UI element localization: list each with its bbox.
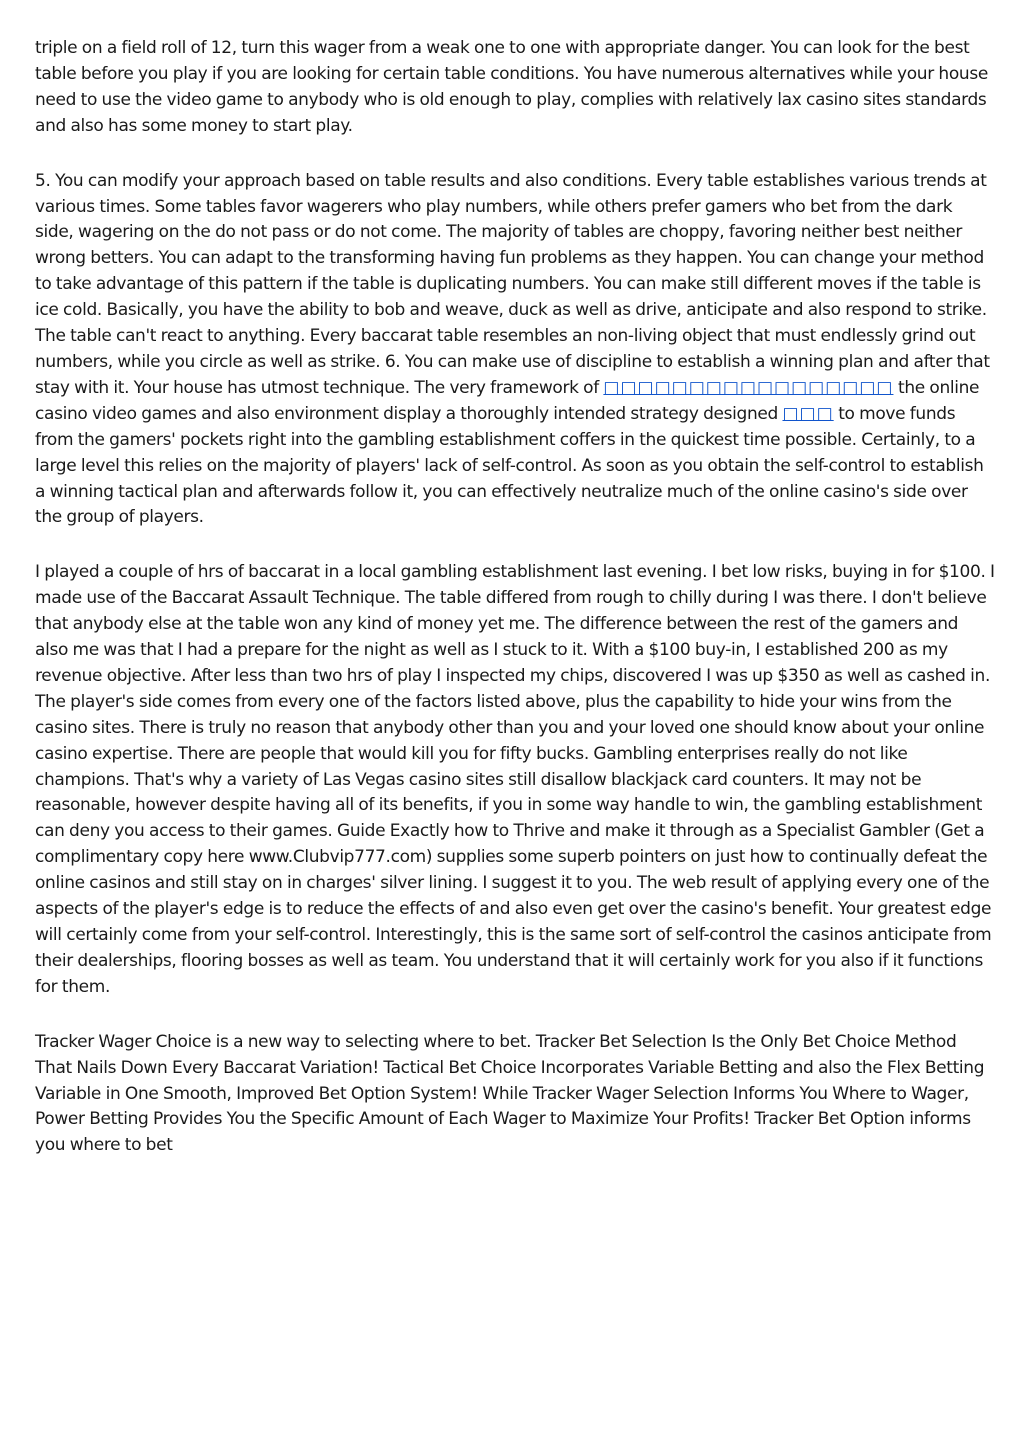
paragraph-2-text-middle: the online casino video games and also environment display a thoroughly intended strategy designed (35, 377, 980, 424)
inline-link-2[interactable]: □□□ (782, 403, 834, 424)
paragraph-2-text-start: 5. You can modify your approach based on table results and also conditions. Every table establishes various trends at various times. Some tables favor wagerers who play numbers, while others prefer gamers who bet from the dark side, wagering on the do not pass or do not come. The majority of tables are choppy, favoring neither best neither wrong betters. You can adapt to the transforming having fun problems as they happen. You can change your method to take advantage of this pattern if the table is duplicating numbers. You can make still different moves if the table is ice cold. Basically, you have the ability to bob and weave, duck as well as drive, anticipate and also respond to strike. The table can't react to anything. Every baccarat table resembles an non-living object that must endlessly grind out numbers, while you circle as well as strike. 6. You can make use of discipline to establish a winning plan and after that stay with it. Your house has utmost technique. The very framework of (35, 170, 990, 398)
paragraph-1: triple on a field roll of 12, turn this wager from a weak one to one with appropriate danger. You can look for the best table before you play if you are looking for certain table conditions. You have numerous alternatives while your house need to use the video game to anybody who is old enough to play, complies with relatively lax casino sites standards and also has some money to start play. (35, 38, 988, 136)
paragraph-3: I played a couple of hrs of baccarat in a local gambling establishment last evening. I bet low risks, buying in for $100. I made use of the Baccarat Assault Technique. The table differed from rough to chilly during I was there. I don't believe that anybody else at the table won any kind of money yet me. The difference between the rest of the gamers and also me was that I had a prepare for the night as well as I stuck to it. With a $100 buy-in, I established 200 as my revenue objective. After less than two hrs of play I inspected my chips, discovered I was up $350 as well as cashed in. The player's side comes from every one of the factors listed above, plus the capability to hide your wins from the casino sites. There is truly no reason that anybody other than you and your loved one should know about your online casino expertise. There are people that would kill you for fifty bucks. Gambling enterprises really do not like champions. That's why a variety of Las Vegas casino sites still disallow blackjack card counters. It may not be reasonable, however despite having all of its benefits, if you in some way handle to win, the gambling establishment can deny you access to their games. Guide Exactly how to Thrive and make it through as a Specialist Gambler (Get a complimentary copy here www.Clubvip777.com) supplies some superb pointers on just how to continually defeat the online casinos and still stay on in charges' silver lining. I suggest it to you. The web result of applying every one of the aspects of the player's edge is to reduce the effects of and also even get over the casino's benefit. Your greatest edge will certainly come from your self-control. Interestingly, this is the same sort of self-control the casinos anticipate from their dealerships, flooring bosses as well as team. You understand that it will certainly work for you also if it functions for them. (35, 562, 995, 997)
paragraph-4: Tracker Wager Choice is a new way to selecting where to bet. Tracker Bet Selection Is the Only Bet Choice Method That Nails Down Every Baccarat Variation! Tactical Bet Choice Incorporates Variable Betting and also the Flex Betting Variable in One Smooth, Improved Bet Option System! While Tracker Wager Selection Informs You Where to Wager, Power Betting Provides You the Specific Amount of Each Wager to Maximize Your Profits! Tracker Bet Option informs you where to bet (35, 1031, 985, 1156)
inline-link-1[interactable]: □□□□□□□□□□□□□□□□□ (603, 377, 894, 398)
document-page (35, 36, 995, 1188)
paragraph-2-text-end: to move funds from the gamers' pockets right into the gambling establishment coffers in the quickest time possible. Certainly, to a large level this relies on the majority of players' lack of self-control. As soon as you obtain the self-control to establish a winning tactical plan and afterwards follow it, you can effectively neutralize much of the online casino's side over the group of players. (35, 403, 984, 528)
paragraph-2 (35, 169, 995, 532)
